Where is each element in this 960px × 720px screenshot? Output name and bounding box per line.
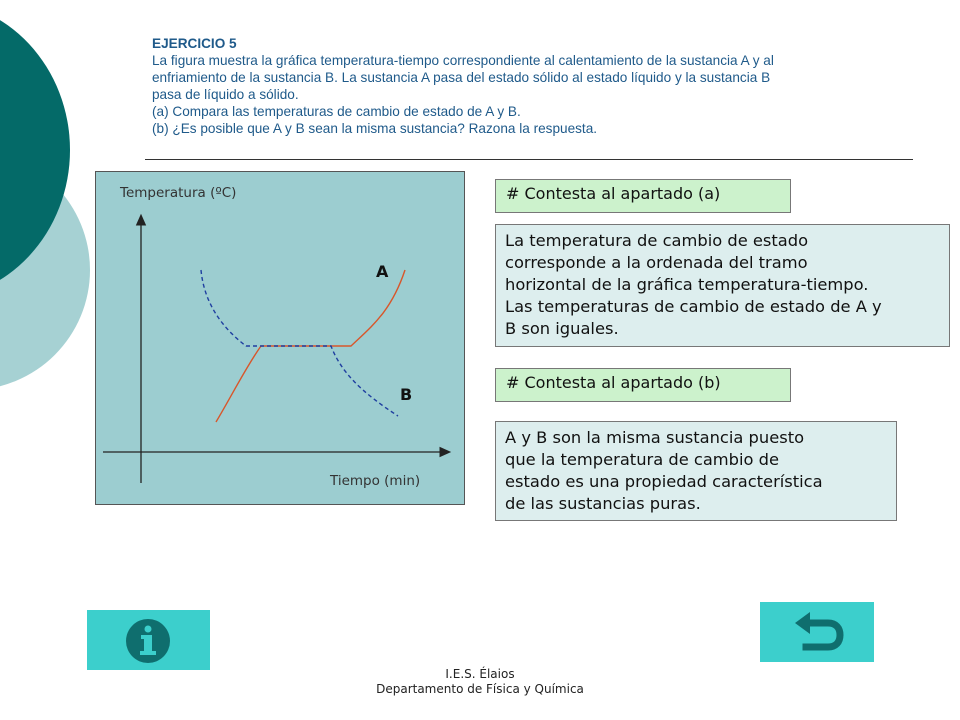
answer-a-line: B son iguales. bbox=[505, 319, 619, 338]
y-axis-label: Temperatura (ºC) bbox=[120, 185, 237, 201]
department-name: Departamento de Física y Química bbox=[376, 682, 584, 696]
statement-line: pasa de líquido a sólido. bbox=[152, 87, 299, 102]
answer-b-line: A y B son la misma sustancia puesto bbox=[505, 428, 805, 447]
exercise-title: EJERCICIO 5 bbox=[152, 36, 237, 51]
answer-b-line: estado es una propiedad característica bbox=[505, 472, 823, 491]
question-a-line: (a) Compara las temperaturas de cambio de estado de A y B. bbox=[152, 104, 521, 119]
return-button[interactable] bbox=[760, 602, 874, 662]
curve-a-label: A bbox=[376, 262, 389, 281]
footer bbox=[0, 667, 960, 697]
temperature-time-graph bbox=[95, 171, 465, 505]
x-axis-label: Tiempo (min) bbox=[330, 473, 421, 489]
answer-b-line: de las sustancias puras. bbox=[505, 494, 701, 513]
exercise-statement bbox=[152, 35, 912, 137]
statement-line: enfriamiento de la sustancia B. La sustancia A pasa del estado sólido al estado líquido y la sustancia B bbox=[152, 70, 771, 85]
info-button[interactable] bbox=[87, 610, 210, 670]
return-arrow-icon bbox=[760, 602, 874, 662]
answer-part-b bbox=[495, 421, 897, 521]
school-name: I.E.S. Élaios bbox=[445, 667, 515, 681]
curve-b-label: B bbox=[400, 385, 413, 404]
answer-part-a bbox=[495, 224, 950, 347]
curve-b-cooling bbox=[201, 270, 398, 416]
answer-a-line: La temperatura de cambio de estado bbox=[505, 231, 809, 250]
answer-a-line: horizontal de la gráfica temperatura-tiempo. bbox=[505, 275, 869, 294]
prompt-part-a: # Contesta al apartado (a) bbox=[495, 179, 791, 213]
answer-b-line: que la temperatura de cambio de bbox=[505, 450, 780, 469]
answer-a-line: Las temperaturas de cambio de estado de A y bbox=[505, 297, 882, 316]
answer-a-line: corresponde a la ordenada del tramo bbox=[505, 253, 808, 272]
graph-canvas bbox=[96, 172, 466, 506]
info-icon bbox=[87, 610, 210, 670]
statement-line: La figura muestra la gráfica temperatura-tiempo correspondiente al calentamiento de la sustancia A y al bbox=[152, 53, 774, 68]
prompt-part-b: # Contesta al apartado (b) bbox=[495, 368, 791, 402]
question-b-line: (b) ¿Es posible que A y B sean la misma sustancia? Razona la respuesta. bbox=[152, 121, 598, 136]
header-divider bbox=[145, 159, 913, 160]
